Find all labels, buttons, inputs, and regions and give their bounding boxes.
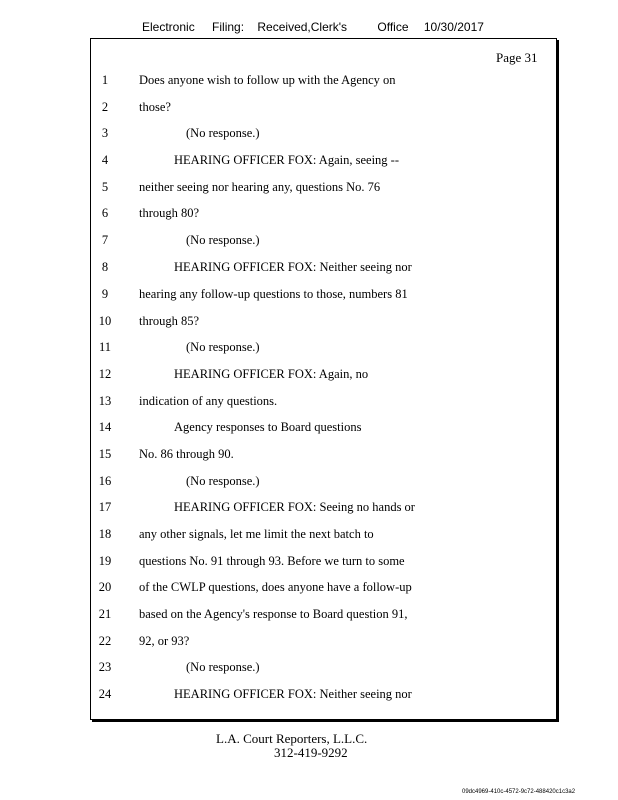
line-text: (No response.): [186, 233, 260, 247]
line-number: 7: [101, 233, 109, 247]
transcript-line: [0, 660, 618, 680]
line-number: 11: [98, 340, 112, 354]
reporter-phone: 312-419-9292: [274, 745, 348, 760]
filing-label: Filing:: [212, 20, 245, 34]
line-number: 21: [98, 607, 112, 621]
line-text: No. 86 through 90.: [139, 447, 234, 461]
line-number: 5: [101, 180, 109, 194]
line-number: 3: [101, 126, 109, 140]
transcript-line: [0, 607, 618, 627]
court-reporter-footer: [216, 732, 367, 760]
filing-date: 10/30/2017: [423, 20, 484, 34]
line-number: 20: [98, 580, 112, 594]
line-number: 16: [98, 474, 112, 488]
transcript-line: [0, 180, 618, 200]
filing-office: Office: [377, 20, 409, 34]
document-id: 09dc4969-410c-4572-9c72-488420c1c3a2: [462, 789, 576, 795]
line-text: HEARING OFFICER FOX: Seeing no hands or: [174, 500, 415, 514]
transcript-line: [0, 554, 618, 574]
line-text: HEARING OFFICER FOX: Neither seeing nor: [174, 260, 412, 274]
transcript-line: [0, 153, 618, 173]
line-number: 8: [101, 260, 109, 274]
line-text: indication of any questions.: [139, 394, 278, 408]
filing-electronic: Electronic: [142, 20, 195, 34]
line-text: Does anyone wish to follow up with the Agency on: [139, 73, 396, 87]
line-text: (No response.): [186, 126, 260, 140]
line-text: HEARING OFFICER FOX: Again, no: [174, 367, 369, 381]
transcript-line: [0, 420, 618, 440]
line-number: 14: [98, 420, 112, 434]
line-number: 4: [101, 153, 109, 167]
transcript-line: [0, 126, 618, 146]
line-text: (No response.): [186, 340, 260, 354]
line-number: 19: [98, 554, 112, 568]
line-text: 92, or 93?: [139, 634, 190, 648]
line-text: hearing any follow-up questions to those, numbers 81: [139, 287, 408, 301]
transcript-line: [0, 233, 618, 253]
line-text: of the CWLP questions, does anyone have a follow-up: [139, 580, 412, 594]
line-number: 22: [98, 634, 112, 648]
filing-received: Received,Clerk's: [257, 20, 348, 34]
line-number: 23: [98, 660, 112, 674]
line-text: HEARING OFFICER FOX: Neither seeing nor: [174, 687, 412, 701]
transcript-line: [0, 474, 618, 494]
transcript-line: [0, 634, 618, 654]
line-number: 6: [101, 206, 109, 220]
line-text: (No response.): [186, 660, 260, 674]
transcript-line: [0, 580, 618, 600]
line-text: neither seeing nor hearing any, questions No. 76: [139, 180, 381, 194]
line-number: 15: [98, 447, 112, 461]
reporter-name: L.A. Court Reporters, L.L.C.: [216, 731, 368, 746]
transcript-line: [0, 527, 618, 547]
transcript-line: [0, 687, 618, 707]
line-number: 13: [98, 394, 112, 408]
line-number: 18: [98, 527, 112, 541]
transcript-line: [0, 287, 618, 307]
line-number: 2: [101, 100, 109, 114]
transcript-line: [0, 500, 618, 520]
line-text: any other signals, let me limit the next batch to: [139, 527, 374, 541]
transcript-line: [0, 260, 618, 280]
line-text: Agency responses to Board questions: [174, 420, 362, 434]
line-text: those?: [139, 100, 171, 114]
transcript-line: [0, 447, 618, 467]
transcript-line: [0, 100, 618, 120]
line-text: (No response.): [186, 474, 260, 488]
line-number: 1: [101, 73, 109, 87]
line-number: 24: [98, 687, 112, 701]
transcript-line: [0, 340, 618, 360]
transcript-line: [0, 394, 618, 414]
line-text: based on the Agency's response to Board question 91,: [139, 607, 408, 621]
transcript-line: [0, 367, 618, 387]
line-text: questions No. 91 through 93. Before we turn to some: [139, 554, 405, 568]
line-text: through 85?: [139, 314, 200, 328]
page-number: Page 31: [496, 50, 538, 65]
transcript-line: [0, 314, 618, 334]
line-text: HEARING OFFICER FOX: Again, seeing --: [174, 153, 399, 167]
transcript-line: [0, 73, 618, 93]
line-text: through 80?: [139, 206, 200, 220]
line-number: 10: [98, 314, 112, 328]
line-number: 9: [101, 287, 109, 301]
line-number: 12: [98, 367, 112, 381]
filing-stamp: [142, 20, 484, 34]
transcript-line: [0, 206, 618, 226]
line-number: 17: [98, 500, 112, 514]
